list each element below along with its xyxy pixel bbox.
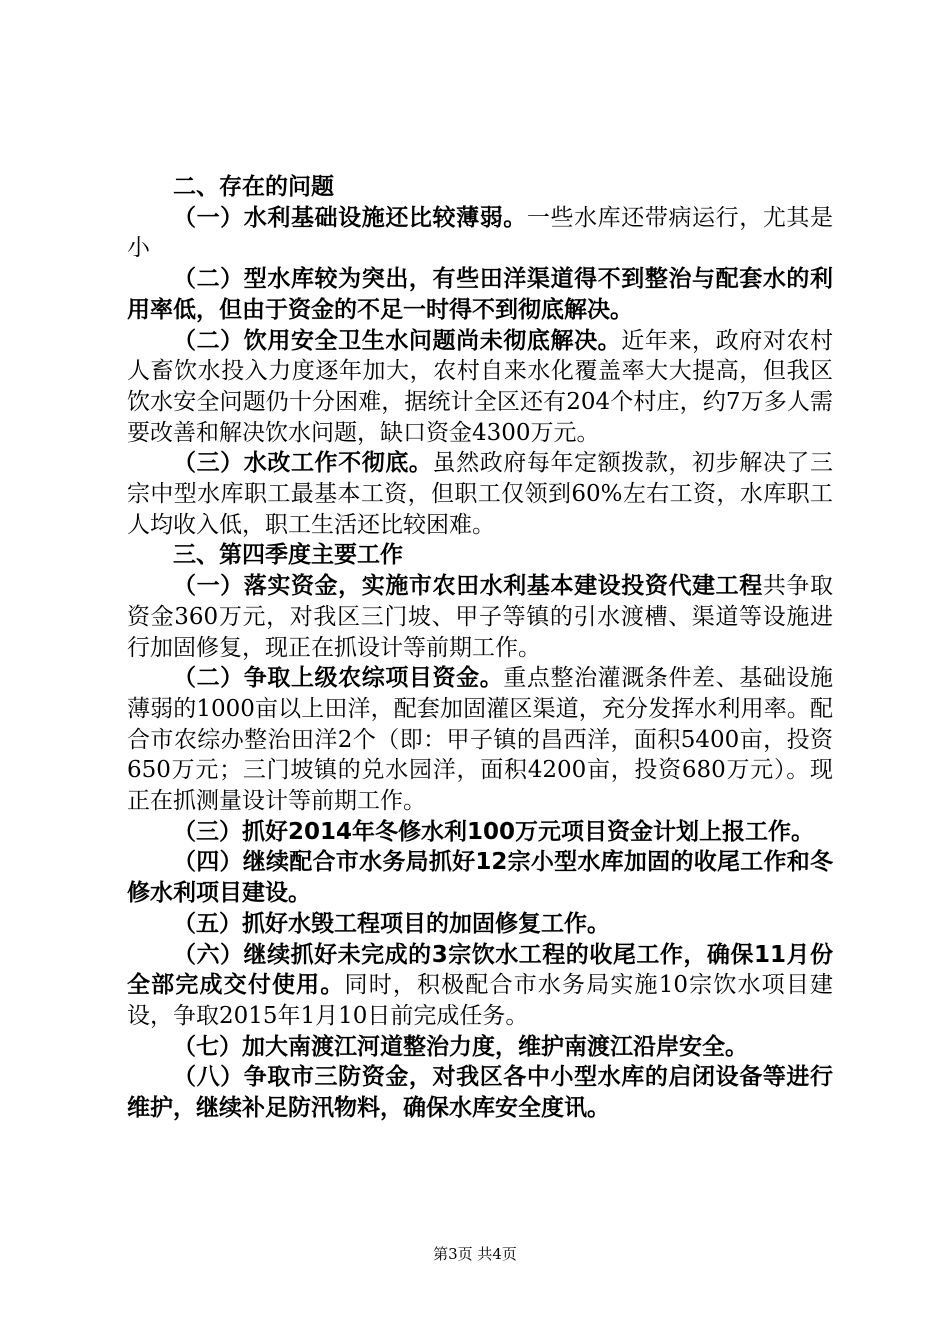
paragraph-work-6: （六）继续抓好未完成的3宗饮水工程的收尾工作，确保11月份全部完成交付使用。同时，积极配合市水务局实施10宗饮水项目建设，争取2015年1月10日前完成任务。: [127, 941, 833, 1029]
paragraph-work-8: （八）争取市三防资金，对我区各中小型水库的启闭设备等进行维护，继续补足防汛物料，确保水库安全度讯。: [127, 1064, 833, 1122]
paragraph-work-2: （二）争取上级农综项目资金。重点整治灌溉条件差、基础设施薄弱的1000亩以上田洋，配套加固灌区渠道，充分发挥水利用率。配合市农综办整治田洋2个（即：甲子镇的昌西洋，面积5400亩，投资650万元；三门坡镇的兑水园洋，面积4200亩，投资680万元）。现正在抓测量设计等前期工作。: [127, 665, 834, 815]
document-body: [127, 172, 833, 1124]
page-number-footer: 第3页 共4页: [433, 1245, 517, 1263]
paragraph-problem-reform: （三）水改工作不彻底。虽然政府每年定额拨款，初步解决了三宗中型水库职工最基本工资，但职工仅领到60%左右工资，水库职工人均收入低，职工生活还比较困难。: [127, 450, 834, 538]
paragraph-work-3: （三）抓好2014年冬修水利100万元项目资金计划上报工作。: [173, 818, 815, 845]
paragraph-work-5: （五）抓好水毁工程项目的加固修复工作。: [173, 910, 610, 937]
paragraph-problem-1: （一）水利基础设施还比较薄弱。一些水库还带病运行，尤其是小: [127, 204, 834, 262]
section-heading-problems: 二、存在的问题: [173, 174, 334, 200]
paragraph-work-4: （四）继续配合市水务局抓好12宗小型水库加固的收尾工作和冬修水利项目建设。: [127, 849, 833, 907]
paragraph-problem-drinking-water: （二）饮用安全卫生水问题尚未彻底解决。近年来，政府对农村人畜饮水投入力度逐年加大，农村自来水化覆盖率大大提高，但我区饮水安全问题仍十分困难，据统计全区还有204个村庄，约7万多人需要改善和解决饮水问题，缺口资金4300万元。: [127, 327, 834, 446]
paragraph-work-1: （一）落实资金，实施市农田水利基本建设投资代建工程共争取资金360万元，对我区三门坡、甲子等镇的引水渡槽、渠道等设施进行加固修复，现正在抓设计等前期工作。: [127, 573, 834, 661]
paragraph-problem-2: （二）型水库较为突出，有些田洋渠道得不到整治与配套水的利用率低，但由于资金的不足一时得不到彻底解决。: [127, 266, 833, 323]
section-heading-q4-work: 三、第四季度主要工作: [173, 542, 403, 569]
paragraph-work-7: （七）加大南渡江河道整治力度，维护南渡江沿岸安全。: [173, 1033, 748, 1060]
